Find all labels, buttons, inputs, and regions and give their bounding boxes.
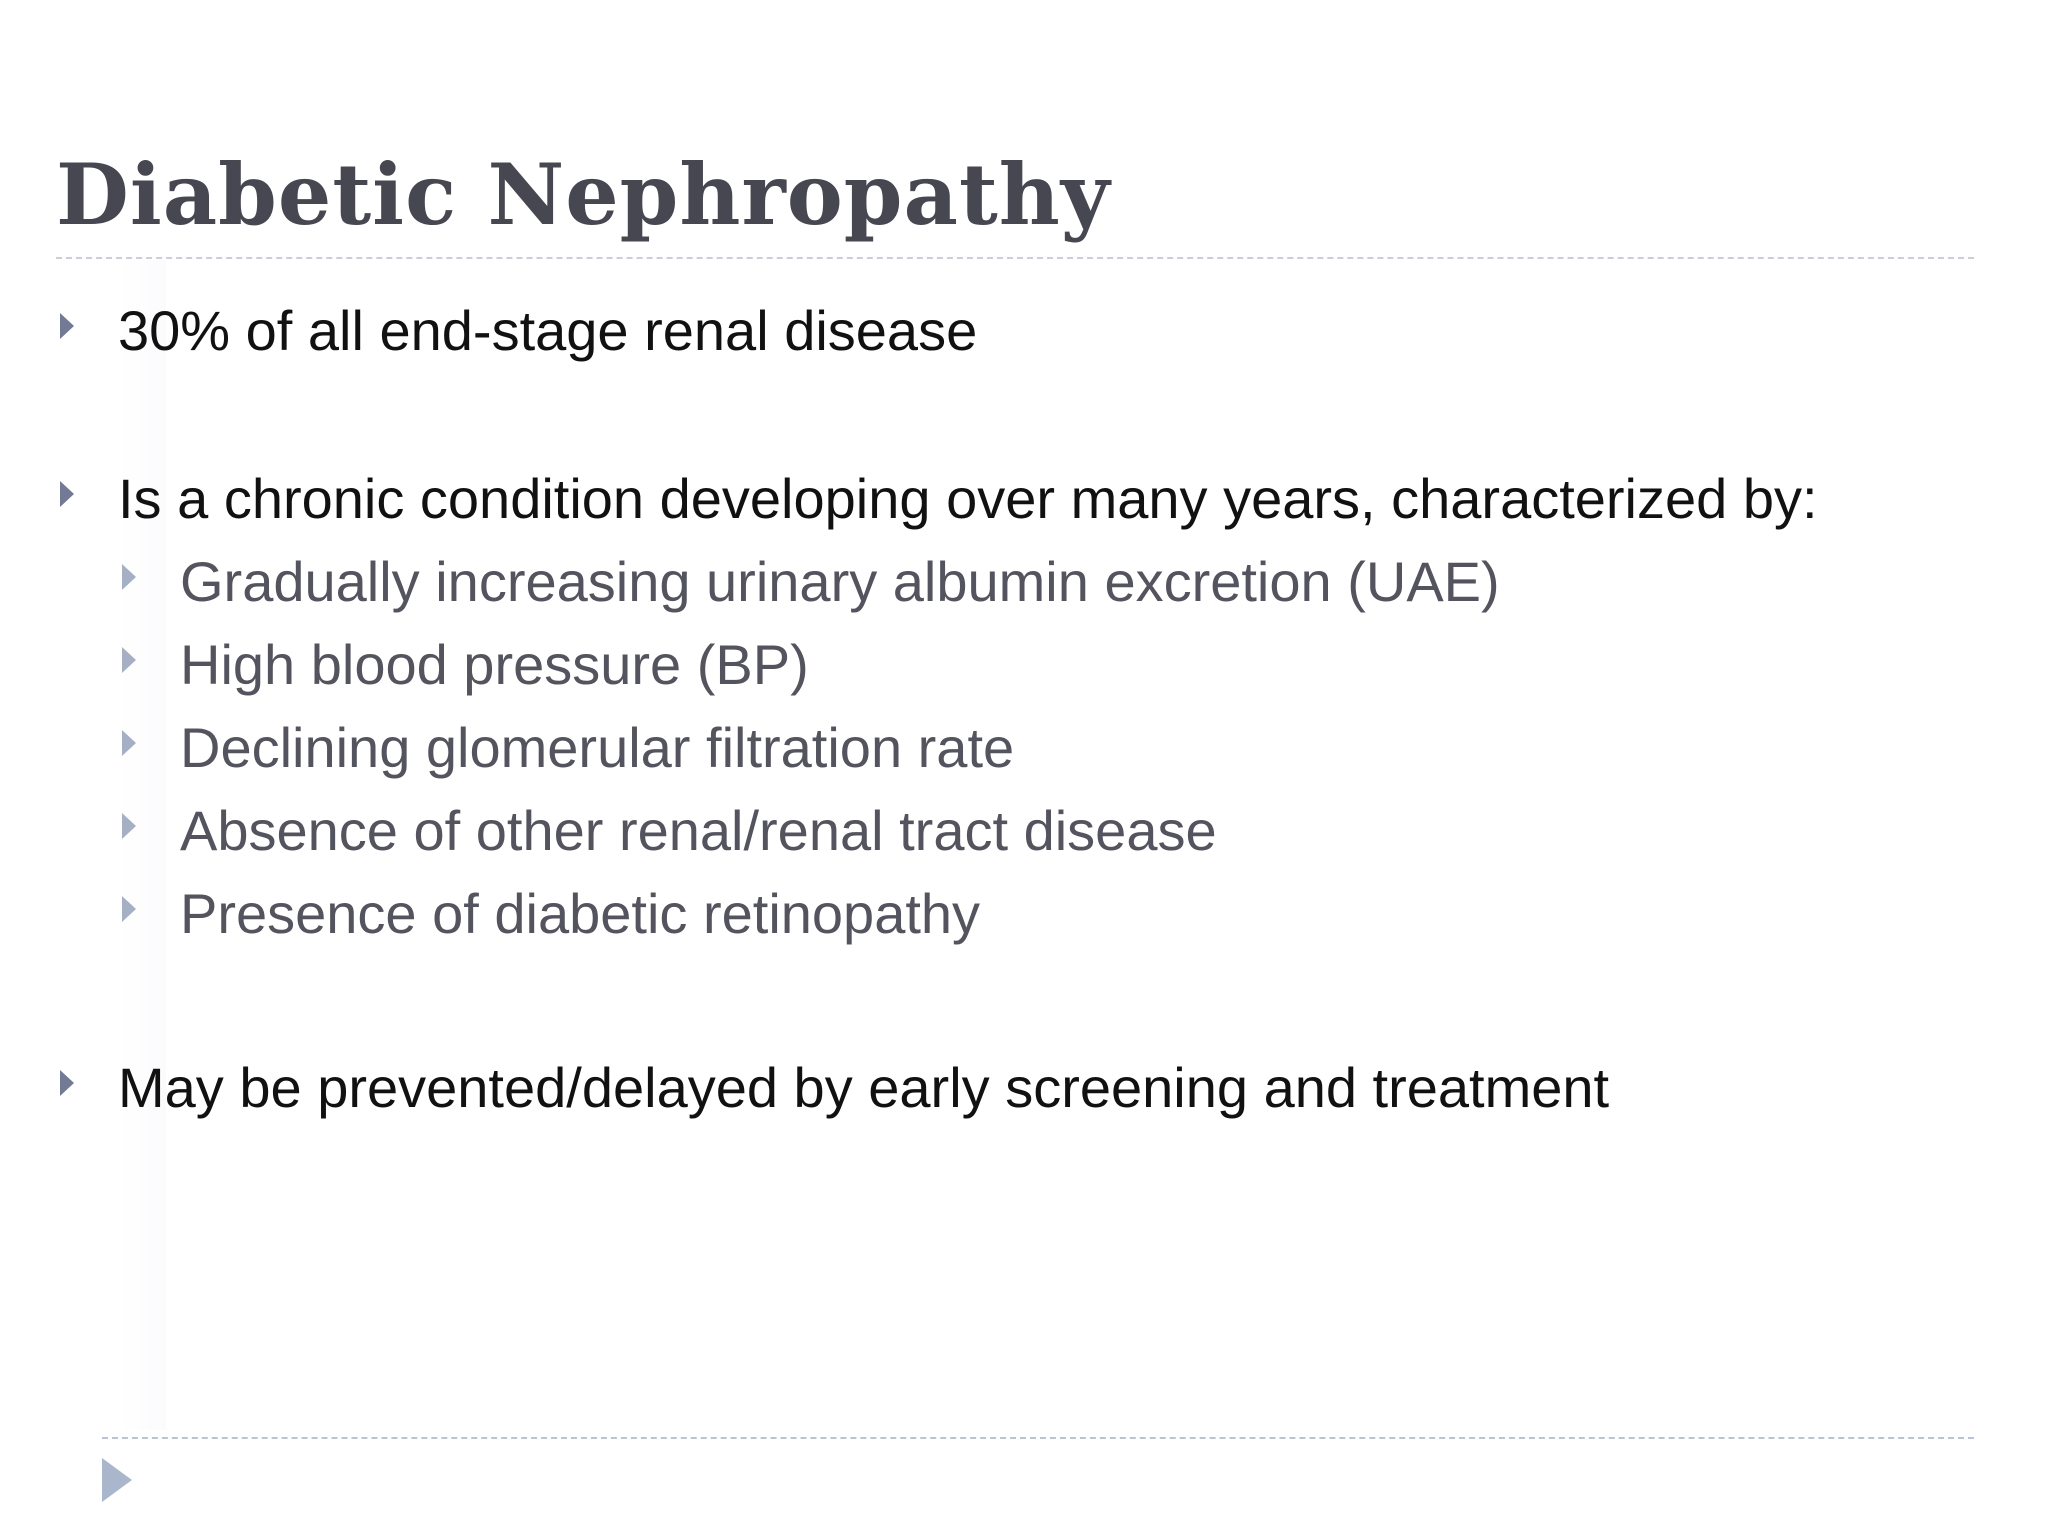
slide-title: Diabetic Nephropathy	[56, 145, 1111, 244]
sub-bullet-triangle-icon	[122, 813, 136, 839]
title-divider	[56, 257, 1974, 259]
bullet-text: May be prevented/delayed by early screening and treatment	[118, 1056, 1610, 1119]
bullet-triangle-icon	[60, 1070, 74, 1096]
bullet-text: 30% of all end-stage renal disease	[118, 299, 978, 362]
sub-bullet-triangle-icon	[122, 647, 136, 673]
sub-bullet-text: High blood pressure (BP)	[180, 633, 809, 696]
side-shade	[120, 260, 166, 1430]
bullet-triangle-icon	[60, 481, 74, 507]
sub-bullet-text: Gradually increasing urinary albumin excretion (UAE)	[180, 550, 1500, 613]
bullet-triangle-icon	[60, 313, 74, 339]
footer-divider	[102, 1437, 1974, 1439]
sub-bullet-text: Presence of diabetic retinopathy	[180, 882, 981, 945]
sub-bullet-text: Absence of other renal/renal tract disease	[180, 799, 1217, 862]
bullet-text: Is a chronic condition developing over many years, characterized by:	[118, 467, 1818, 530]
sub-bullet-triangle-icon	[122, 896, 136, 922]
sub-bullet-text: Declining glomerular filtration rate	[180, 716, 1015, 779]
sub-bullet-triangle-icon	[122, 564, 136, 590]
footer-triangle-icon	[102, 1458, 132, 1502]
sub-bullet-triangle-icon	[122, 730, 136, 756]
